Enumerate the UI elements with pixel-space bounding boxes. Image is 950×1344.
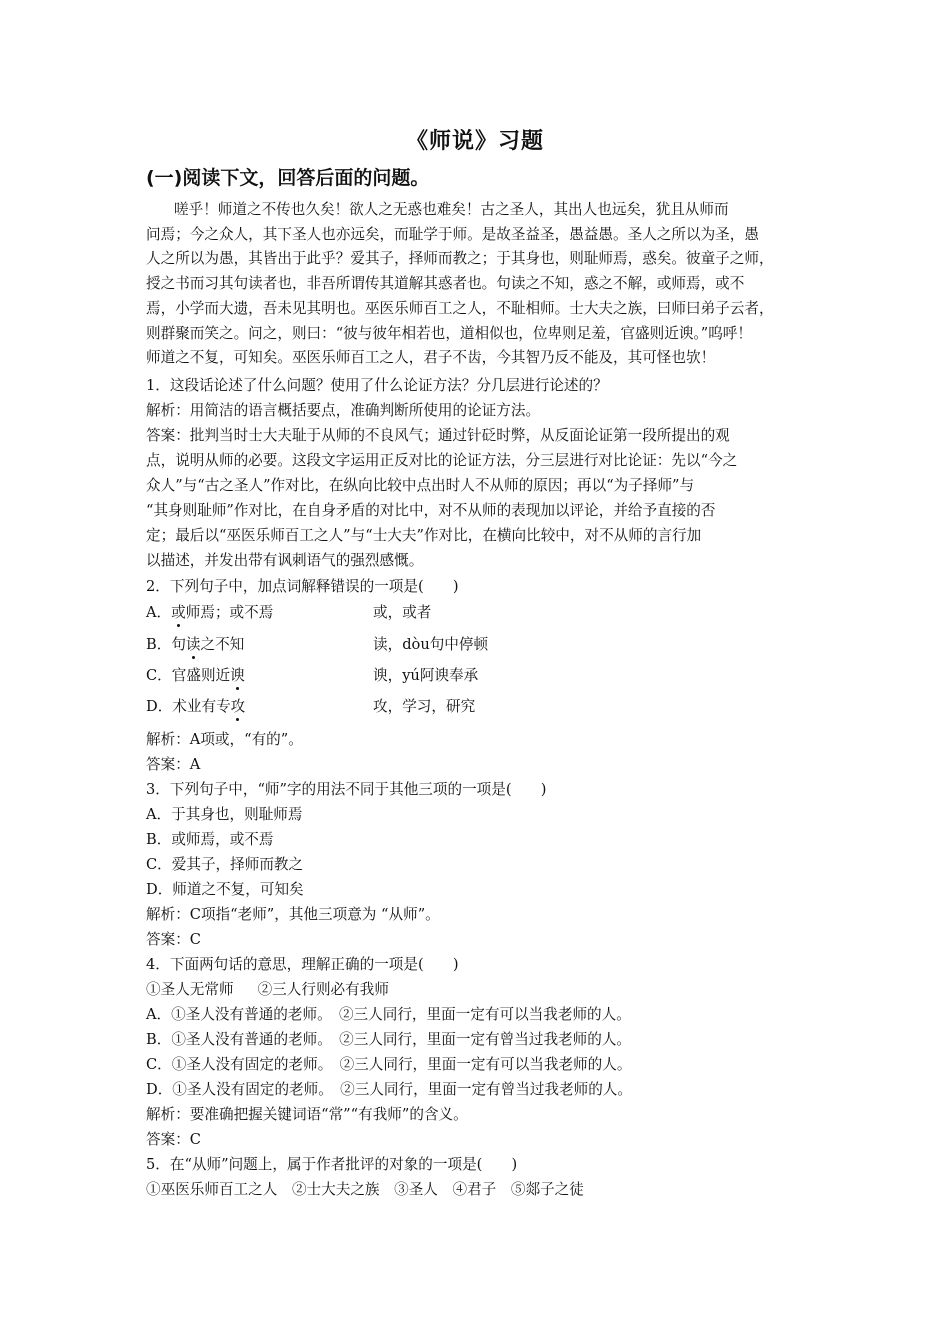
option-a: A．或师焉；或不焉 bbox=[146, 604, 274, 621]
question-1-answer-line: 以描述，并发出带有讽刺语气的强烈感慨。 bbox=[146, 552, 424, 569]
passage-line: 问焉；今之众人，其下圣人也亦远矣，而耻学于师。是故圣益圣，愚益愚。圣人之所以为圣，愚 bbox=[146, 225, 759, 243]
passage-line: 则群聚而笑之。问之，则曰：“彼与彼年相若也，道相似也，位卑则足羞，官盛则近谀。”呜呼！ bbox=[146, 324, 752, 342]
passage-line: 师道之不复，可知矣。巫医乐师百工之人，君子不齿，今其智乃反不能及，其可怪也欤！ bbox=[146, 349, 716, 367]
question-2-answer: 答案：A bbox=[146, 756, 201, 773]
option-b: B．句读之不知 bbox=[146, 636, 245, 653]
question-1-answer-line: 点，说明从师的必要。这段文字运用正反对比的论证方法，分三层进行对比论证：先以“今之 bbox=[146, 452, 738, 469]
question-1-answer-line: 众人”与“古之圣人”作对比，在纵向比较中点出时人不从师的原因；再以“为子择师”与 bbox=[146, 477, 695, 494]
dotted-word: 读 bbox=[185, 636, 201, 653]
question-4-analysis: 解析：要准确把握关键词语“常”“有我师”的含义。 bbox=[146, 1106, 468, 1123]
question-3-answer: 答案：C bbox=[146, 931, 201, 948]
reading-passage bbox=[146, 198, 811, 371]
question-5: 5．在“从师”问题上，属于作者批评的对象的一项是( ) bbox=[146, 1156, 518, 1173]
question-3: 3．下列句子中，“师”字的用法不同于其他三项的一项是( ) bbox=[146, 781, 547, 798]
option-d: D．术业有专攻 bbox=[146, 698, 246, 715]
option-b-meaning: 读，dòu句中停顿 bbox=[373, 636, 489, 653]
option-a-meaning: 或，或者 bbox=[373, 604, 432, 621]
dotted-word: 谀 bbox=[230, 667, 245, 684]
question-1: 1．这段话论述了什么问题？使用了什么论证方法？分几层进行论述的？ bbox=[146, 377, 608, 394]
passage-line: 嗟乎！师道之不传也久矣！欲人之无惑也难矣！古之圣人，其出人也远矣，犹且从师而 bbox=[174, 201, 729, 218]
question-1-analysis: 解析：用简洁的语言概括要点，准确判断所使用的论证方法。 bbox=[146, 402, 541, 419]
question-3-option-c: C．爱其子，择师而教之 bbox=[146, 856, 304, 873]
section-heading: (一)阅读下文，回答后面的问题。 bbox=[146, 167, 430, 189]
question-4-option-a: A．①圣人没有普通的老师。 ②三人同行，里面一定有可以当我老师的人。 bbox=[146, 1006, 631, 1023]
question-4: 4．下面两句话的意思，理解正确的一项是( ) bbox=[146, 956, 459, 973]
question-3-analysis: 解析：C项指“老师”，其他三项意为 “从师”。 bbox=[146, 906, 440, 923]
question-3-option-b: B．或师焉，或不焉 bbox=[146, 831, 274, 848]
page-title: 《师说》习题 bbox=[405, 129, 544, 154]
passage-line: 焉，小学而大遗，吾未见其明也。巫医乐师百工之人，不耻相师。士大夫之族，曰师曰弟子云者， bbox=[146, 299, 774, 317]
option-c: C．官盛则近谀 bbox=[146, 667, 245, 684]
question-2-analysis: 解析：A项或，“有的”。 bbox=[146, 731, 303, 748]
option-d-meaning: 攻，学习，研究 bbox=[373, 698, 476, 715]
question-5-items: ①巫医乐师百工之人 ②士大夫之族 ③圣人 ④君子 ⑤郯子之徒 bbox=[146, 1181, 584, 1198]
question-4-sentences: ①圣人无常师 ②三人行则必有我师 bbox=[146, 981, 389, 998]
passage-line: 人之所以为愚，其皆出于此乎？爱其子，择师而教之；于其身也，则耻师焉，惑矣。彼童子之师， bbox=[146, 250, 774, 268]
dotted-word: 攻 bbox=[230, 698, 246, 715]
question-4-option-d: D．①圣人没有固定的老师。 ②三人同行，里面一定有曾当过我老师的人。 bbox=[146, 1081, 632, 1098]
question-1-answer-line: “其身则耻师”作对比，在自身矛盾的对比中，对不从师的表现加以评论，并给予直接的否 bbox=[146, 502, 716, 519]
question-3-option-d: D．师道之不复，可知矣 bbox=[146, 881, 304, 898]
passage-line: 授之书而习其句读者也，非吾所谓传其道解其惑者也。句读之不知，惑之不解，或师焉，或不 bbox=[146, 275, 745, 293]
question-1-answer-line: 答案：批判当时士大夫耻于从师的不良风气；通过针砭时弊，从反面论证第一段所提出的观 bbox=[146, 427, 730, 444]
question-3-option-a: A．于其身也，则耻师焉 bbox=[146, 806, 303, 823]
question-4-option-b: B．①圣人没有普通的老师。 ②三人同行，里面一定有曾当过我老师的人。 bbox=[146, 1031, 632, 1048]
question-4-answer: 答案：C bbox=[146, 1131, 201, 1148]
question-4-option-c: C．①圣人没有固定的老师。 ②三人同行，里面一定有可以当我老师的人。 bbox=[146, 1056, 632, 1073]
question-2: 2．下列句子中，加点词解释错误的一项是( ) bbox=[146, 578, 459, 595]
dotted-word: 或 bbox=[171, 604, 186, 621]
option-c-meaning: 谀，yú阿谀奉承 bbox=[373, 667, 479, 684]
question-1-answer-line: 定；最后以“巫医乐师百工之人”与“士大夫”作对比，在横向比较中，对不从师的言行加 bbox=[146, 527, 702, 544]
